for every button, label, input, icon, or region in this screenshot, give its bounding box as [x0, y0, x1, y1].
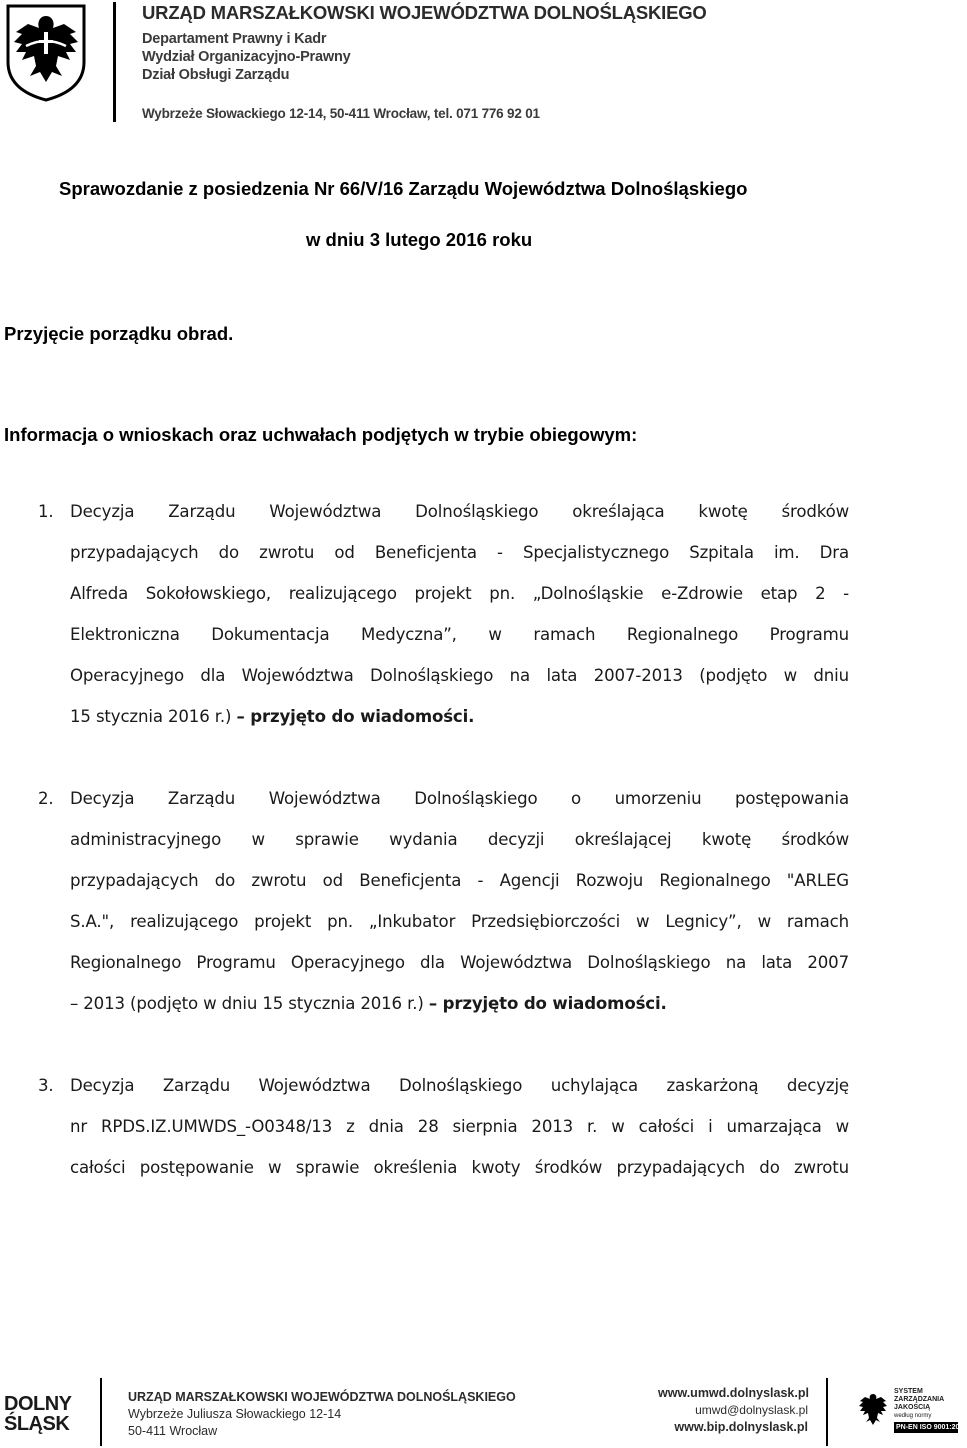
- item-line: przypadających do zwrotu od Beneficjenta - Agencji Rozwoju Regionalnego "ARLEG: [70, 871, 849, 890]
- item-result: – przyjęto do wiadomości.: [236, 707, 475, 726]
- footer-office: URZĄD MARSZAŁKOWSKI WOJEWÓDZTWA DOLNOŚLĄSKIEGO: [128, 1390, 516, 1404]
- quality-line: JAKOŚCIĄ: [894, 1404, 931, 1411]
- footer-divider: [100, 1378, 102, 1446]
- item-result: – przyjęto do wiadomości.: [428, 994, 667, 1013]
- quality-line: ZARZĄDZANIA: [894, 1396, 945, 1403]
- footer-bip-link[interactable]: www.bip.dolnyslask.pl: [674, 1420, 808, 1434]
- item-last-line: [70, 705, 849, 729]
- quality-label: [894, 1388, 958, 1420]
- footer-address-line1: Wybrzeże Juliusza Słowackiego 12-14: [128, 1407, 342, 1421]
- item-line: S.A.", realizującego projekt pn. „Inkubator Przedsiębiorczości w Legnicy”, w ramach: [70, 912, 849, 931]
- item-line: nr RPDS.IZ.UMWDS_-O0348/13 z dnia 28 sierpnia 2013 r. w całości i umarzająca w: [70, 1117, 849, 1136]
- letterhead-divider: [113, 2, 116, 122]
- letterhead-department: Departament Prawny i Kadr: [142, 31, 327, 47]
- item-last-text: – 2013 (podjęto w dniu 15 stycznia 2016 r.): [70, 994, 424, 1013]
- item-last-line: [70, 992, 849, 1016]
- dolny-slask-logo-line2: ŚLĄSK: [4, 1413, 70, 1435]
- iso-badge: PN-EN ISO 9001:2009: [896, 1424, 967, 1431]
- footer-email-link[interactable]: umwd@dolnyslask.pl: [695, 1403, 808, 1417]
- item-line: Operacyjnego dla Województwa Dolnośląskiego na lata 2007-2013 (podjęto w dniu: [70, 666, 849, 685]
- quality-line: według normy: [894, 1413, 932, 1419]
- footer-address-line2: 50-411 Wrocław: [128, 1424, 218, 1438]
- eagle-emblem-icon: [4, 2, 88, 102]
- item-line: całości postępowanie w sprawie określenia kwoty środków przypadających do zwrotu: [70, 1158, 849, 1177]
- letterhead-address: Wybrzeże Słowackiego 12-14, 50-411 Wrocław, tel. 071 776 92 01: [142, 106, 540, 121]
- eagle-emblem-icon: [858, 1392, 888, 1428]
- letterhead-unit: Dział Obsługi Zarządu: [142, 67, 290, 83]
- item-line: Alfreda Sokołowskiego, realizującego projekt pn. „Dolnośląskie e-Zdrowie etap 2 -: [70, 584, 849, 603]
- footer-divider: [826, 1378, 828, 1446]
- item-line: Regionalnego Programu Operacyjnego dla Województwa Dolnośląskiego na lata 2007: [70, 953, 849, 972]
- letterhead-division: Wydział Organizacyjno-Prawny: [142, 49, 351, 65]
- dolny-slask-logo-line1: DOLNY: [4, 1393, 72, 1415]
- item-line: Elektroniczna Dokumentacja Medyczna”, w ramach Regionalnego Programu: [70, 625, 849, 644]
- footer-website-link[interactable]: www.umwd.dolnyslask.pl: [658, 1386, 809, 1400]
- page-footer: [0, 1370, 967, 1448]
- letterhead: [0, 0, 960, 130]
- letterhead-office: URZĄD MARSZAŁKOWSKI WOJEWÓDZTWA DOLNOŚLĄSKIEGO: [142, 2, 707, 23]
- item-line: administracyjnego w sprawie wydania decyzji określającej kwotę środków: [70, 830, 849, 849]
- dolny-slask-logo: [4, 1394, 72, 1434]
- item-last-text: 15 stycznia 2016 r.): [70, 707, 232, 726]
- item-line: przypadających do zwrotu od Beneficjenta - Specjalistycznego Szpitala im. Dra: [70, 543, 849, 562]
- document-date: w dniu 3 lutego 2016 roku: [306, 229, 533, 250]
- item-line: Decyzja Zarządu Województwa Dolnośląskiego o umorzeniu postępowania: [70, 789, 849, 808]
- section-info-heading: Informacja o wnioskach oraz uchwałach podjętych w trybie obiegowym:: [4, 424, 638, 445]
- document-title: Sprawozdanie z posiedzenia Nr 66/V/16 Zarządu Województwa Dolnośląskiego: [59, 178, 748, 199]
- list-item-number: 3.: [38, 1076, 54, 1095]
- section-agenda-heading: Przyjęcie porządku obrad.: [4, 323, 234, 344]
- item-line: Decyzja Zarządu Województwa Dolnośląskiego uchylająca zaskarżoną decyzję: [70, 1076, 849, 1095]
- quality-certificate: [894, 1388, 967, 1433]
- quality-line: SYSTEM: [894, 1388, 923, 1395]
- list-item-number: 1.: [38, 502, 54, 521]
- item-line: Decyzja Zarządu Województwa Dolnośląskiego określająca kwotę środków: [70, 502, 849, 521]
- list-item-number: 2.: [38, 789, 54, 808]
